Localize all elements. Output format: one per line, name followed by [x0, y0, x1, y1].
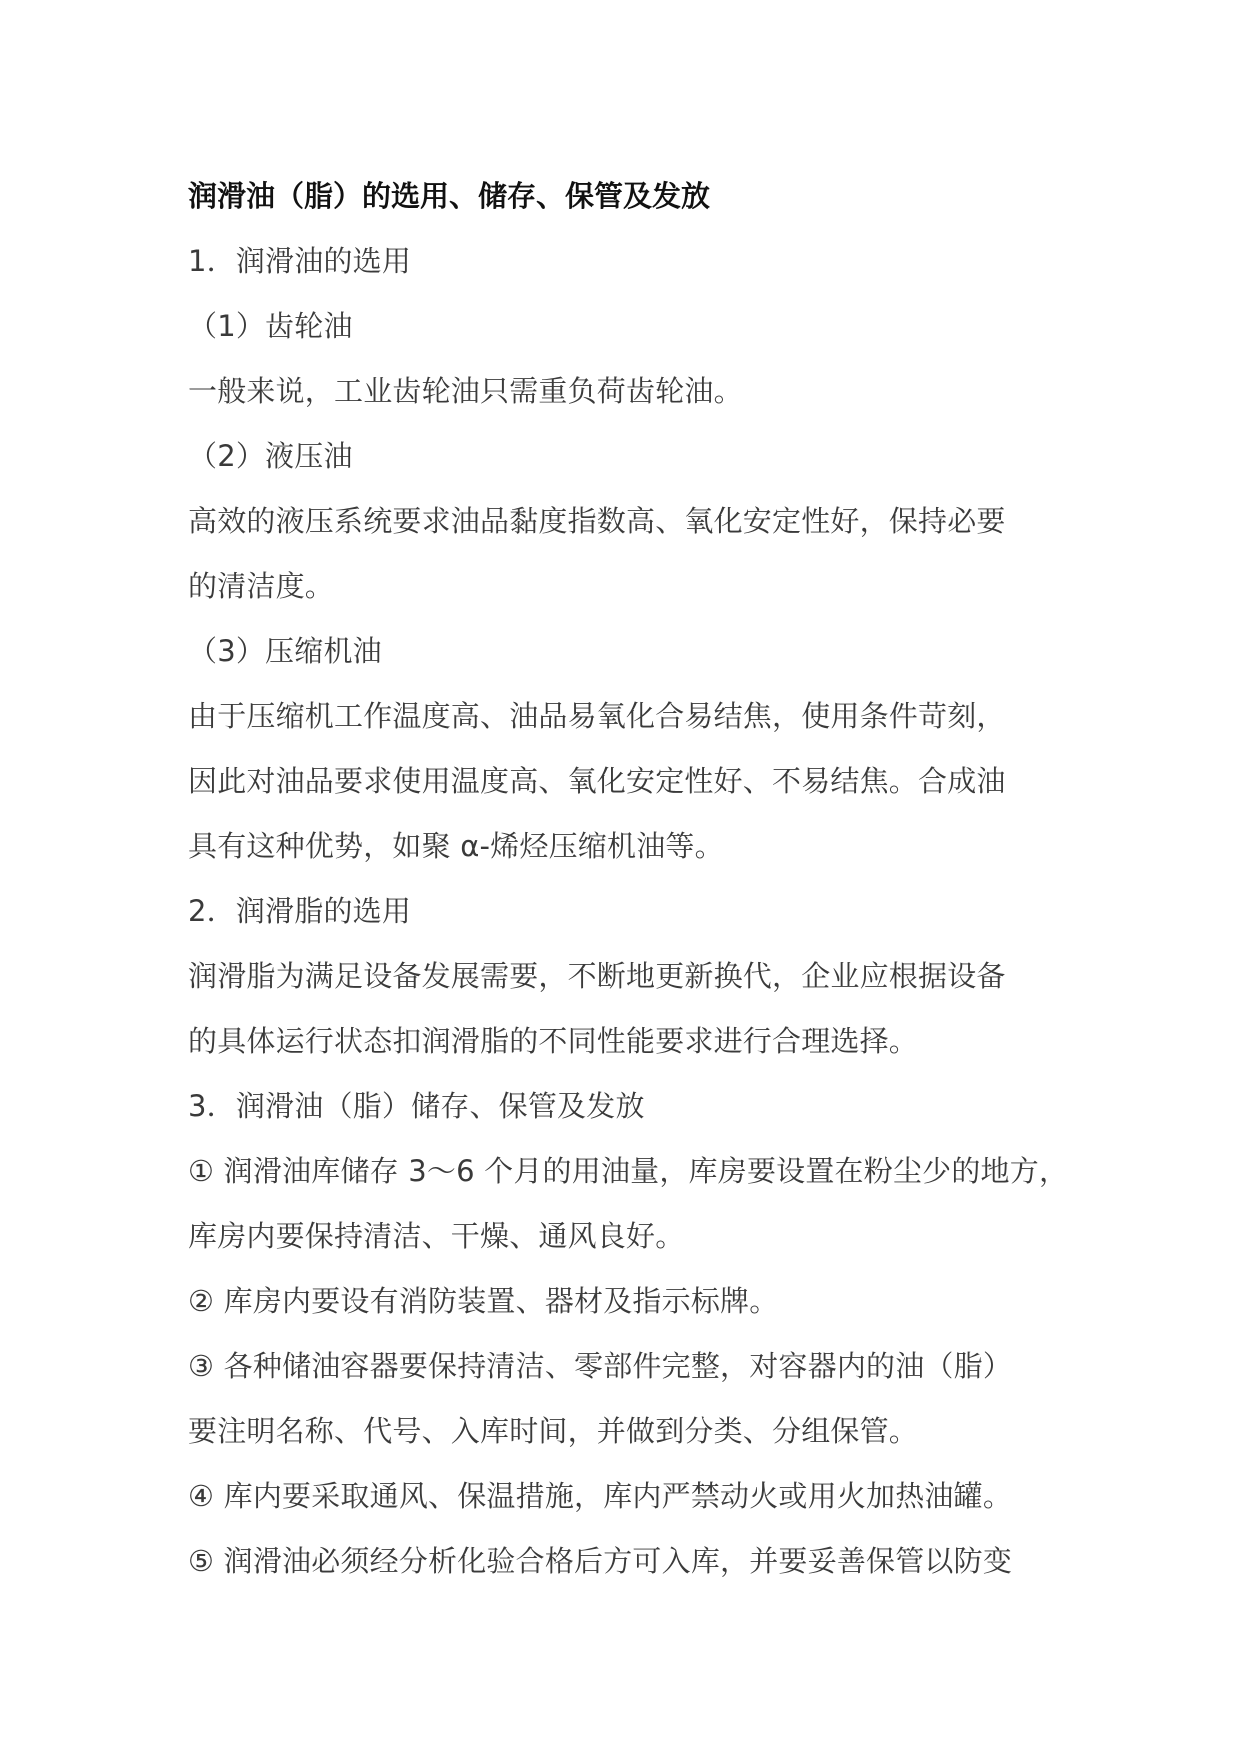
paragraph-line: 高效的液压系统要求油品黏度指数高、氧化安定性好，保持必要: [188, 504, 1006, 538]
list-item-2: ② 库房内要设有消防装置、器材及指示标牌。: [188, 1284, 779, 1318]
list-item-3: ③ 各种储油容器要保持清洁、零部件完整，对容器内的油（脂）: [188, 1349, 1013, 1383]
paragraph-line: 要注明名称、代号、入库时间，并做到分类、分组保管。: [188, 1414, 919, 1448]
list-item-5: ⑤ 润滑油必须经分析化验合格后方可入库，并要妥善保管以防变: [188, 1544, 1013, 1578]
paragraph-line: 由于压缩机工作温度高、油品易氧化合易结焦，使用条件苛刻，: [188, 699, 1006, 733]
document-body: [188, 164, 1088, 1594]
subheading-compressor-oil: （3）压缩机油: [188, 634, 382, 668]
paragraph-line: 润滑脂为满足设备发展需要，不断地更新换代，企业应根据设备: [188, 959, 1006, 993]
paragraph-line: 具有这种优势，如聚 α-烯烃压缩机油等。: [188, 829, 724, 863]
section-heading-grease-selection: 2．润滑脂的选用: [188, 894, 412, 928]
subheading-gear-oil: （1）齿轮油: [188, 309, 353, 343]
paragraph-line: 的具体运行状态扣润滑脂的不同性能要求进行合理选择。: [188, 1024, 919, 1058]
list-item-4: ④ 库内要采取通风、保温措施，库内严禁动火或用火加热油罐。: [188, 1479, 1013, 1513]
paragraph-line: 一般来说，工业齿轮油只需重负荷齿轮油。: [188, 374, 743, 408]
document-title: 润滑油（脂）的选用、储存、保管及发放: [188, 179, 711, 213]
section-heading-storage: 3．润滑油（脂）储存、保管及发放: [188, 1089, 645, 1123]
paragraph-line: 的清洁度。: [188, 569, 335, 603]
paragraph-line: 因此对油品要求使用温度高、氧化安定性好、不易结焦。合成油: [188, 764, 1006, 798]
paragraph-line: 库房内要保持清洁、干燥、通风良好。: [188, 1219, 685, 1253]
list-item-1: ① 润滑油库储存 3～6 个月的用油量，库房要设置在粉尘少的地方，: [188, 1154, 1069, 1188]
subheading-hydraulic-oil: （2）液压油: [188, 439, 353, 473]
section-heading-oil-selection: 1．润滑油的选用: [188, 244, 412, 278]
